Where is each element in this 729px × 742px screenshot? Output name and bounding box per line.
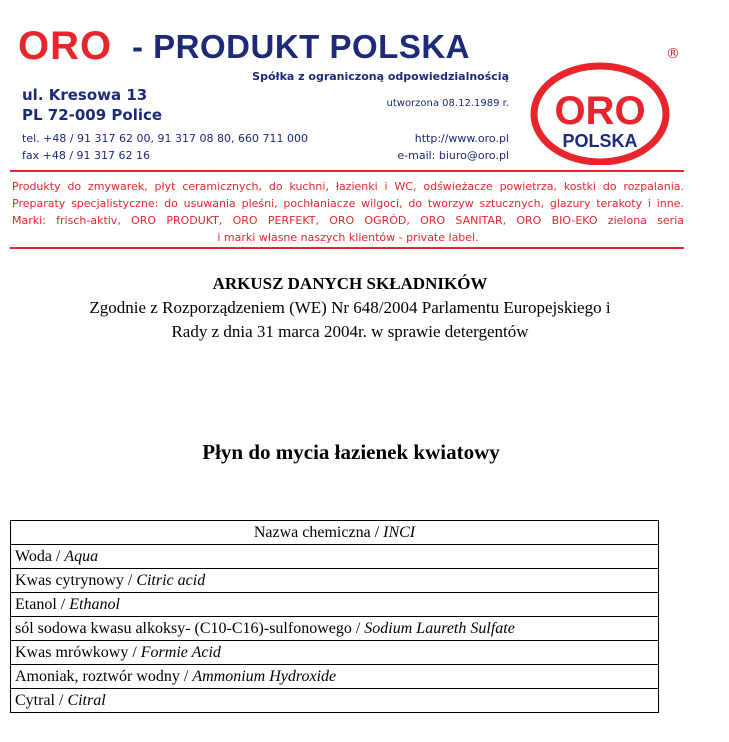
phone-numbers: tel. +48 / 91 317 62 00, 91 317 08 80, 660 711 000 (22, 132, 308, 145)
subtitle-line-1: Zgodnie z Rozporządzeniem (WE) Nr 648/2004 Parlamentu Europejskiego i (89, 298, 611, 317)
products-line-2: Preparaty specjalistyczne: do usuwania pleśni, pochłaniacze wilgoci, do tworzyw sztucznych, glazury terakoty i inne. (12, 197, 684, 210)
products-line-3: Marki: frisch-aktiv, ORO PRODUKT, ORO PERFEKT, ORO OGRÓD, ORO SANITAR, ORO BIO-EKO zielona seria (12, 214, 684, 227)
company-type: Spółka z ograniczoną odpowiedzialnością (252, 70, 509, 83)
document-subtitle (0, 296, 700, 344)
table-row (11, 569, 659, 593)
ingredient-cell: Etanol / Ethanol (11, 593, 659, 617)
address-city: PL 72-009 Police (22, 106, 163, 124)
fax-number: fax +48 / 91 317 62 16 (22, 149, 151, 162)
table-row (11, 641, 659, 665)
website-link[interactable]: http://www.oro.pl (414, 132, 509, 145)
registered-mark: ® (666, 46, 680, 62)
table-row (11, 593, 659, 617)
ingredients-table (10, 520, 659, 713)
ingredient-cell: Kwas mrówkowy / Formie Acid (11, 641, 659, 665)
subtitle-line-2: Rady z dnia 31 marca 2004r. w sprawie detergentów (171, 322, 529, 341)
oro-logo-text: ORO (18, 24, 113, 68)
table-header-row (11, 521, 659, 545)
ingredient-cell: Amoniak, roztwór wodny / Ammonium Hydroxide (11, 665, 659, 689)
ingredient-cell: Woda / Aqua (11, 545, 659, 569)
oro-polska-oval-logo (530, 40, 680, 165)
brand-title: - PRODUKT POLSKA (132, 28, 470, 65)
document-title: ARKUSZ DANYCH SKŁADNIKÓW (212, 274, 488, 293)
products-line-1: Produkty do zmywarek, płyt ceramicznych, do kuchni, łazienki i WC, odświeżacze powietrza, kostki do rozpalania. (12, 180, 684, 193)
oval-logo-bottom-text: POLSKA (562, 131, 638, 151)
header-divider-bottom (10, 247, 684, 249)
table-row (11, 545, 659, 569)
table-row (11, 617, 659, 641)
ingredient-cell: Kwas cytrynowy / Citric acid (11, 569, 659, 593)
product-name: Płyn do mycia łazienek kwiatowy (202, 440, 500, 464)
table-row (11, 665, 659, 689)
table-row (11, 689, 659, 713)
email-link[interactable]: e-mail: biuro@oro.pl (397, 149, 509, 162)
oval-logo-top-text: ORO (554, 89, 646, 133)
established-date: utworzona 08.12.1989 r. (386, 98, 509, 109)
column-header: Nazwa chemiczna / INCI (11, 521, 659, 545)
ingredient-cell: sól sodowa kwasu alkoksy- (C10-C16)-sulfonowego / Sodium Laureth Sulfate (11, 617, 659, 641)
address-street: ul. Kresowa 13 (22, 86, 148, 104)
header-divider-top (10, 170, 684, 172)
ingredient-cell: Cytral / Citral (11, 689, 659, 713)
product-description (12, 178, 684, 246)
products-line-4: i marki własne naszych klientów - private label. (217, 231, 479, 244)
